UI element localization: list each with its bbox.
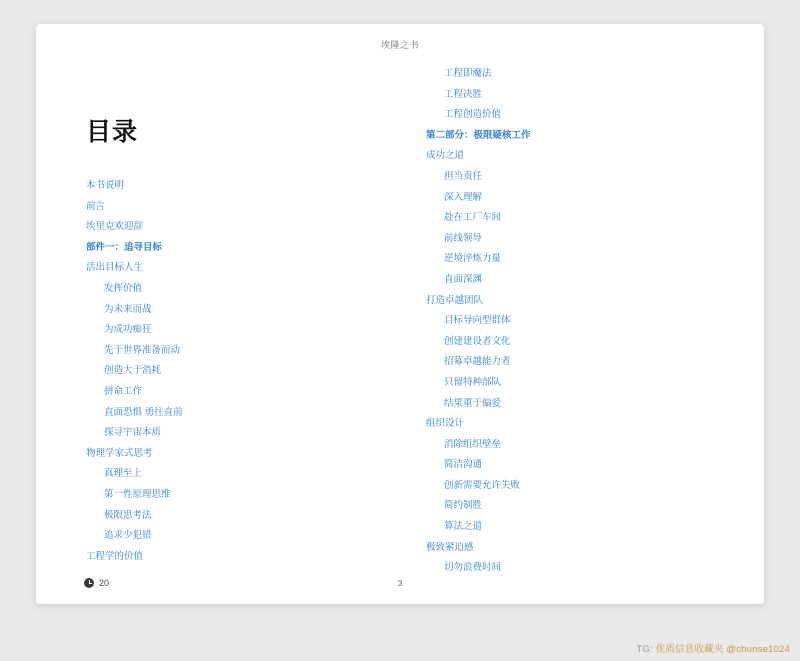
page-footer bbox=[36, 572, 764, 588]
toc-entry[interactable]: 担当责任 bbox=[444, 170, 483, 182]
toc-entry[interactable]: 物理学家式思考 bbox=[86, 447, 153, 459]
page-title: 目录 bbox=[86, 118, 139, 146]
toc-list-left bbox=[86, 176, 396, 567]
toc-entry[interactable]: 直面恐惧 勇往直前 bbox=[104, 406, 183, 418]
toc-entry[interactable]: 前言 bbox=[86, 200, 106, 212]
page-header-title: 埃隆之书 bbox=[380, 40, 419, 50]
toc-entry[interactable]: 消除组织壁垒 bbox=[444, 438, 502, 450]
toc-entry[interactable]: 第一性原理思维 bbox=[104, 488, 171, 500]
toc-entry[interactable]: 拼命工作 bbox=[104, 385, 143, 397]
toc-entry[interactable]: 结果重于偏爱 bbox=[444, 397, 502, 409]
toc-entry[interactable]: 真理至上 bbox=[104, 468, 143, 480]
toc-entry[interactable]: 打造卓越团队 bbox=[426, 294, 484, 306]
toc-entry[interactable]: 极限思考法 bbox=[104, 509, 152, 521]
toc-entry[interactable]: 为成功痴狂 bbox=[104, 324, 152, 336]
watermark bbox=[636, 641, 790, 655]
toc-entry[interactable]: 目标导向型群体 bbox=[444, 315, 511, 327]
toc-entry[interactable]: 工程决胜 bbox=[444, 88, 483, 100]
toc-entry[interactable]: 算法之道 bbox=[444, 521, 483, 533]
page-number: 3 bbox=[397, 578, 403, 588]
toc-entry[interactable]: 部件一：追寻目标 bbox=[86, 241, 163, 253]
toc-left-column bbox=[86, 64, 396, 567]
reading-time-value: 20 bbox=[99, 578, 110, 588]
toc-entry[interactable]: 简洁沟通 bbox=[444, 459, 483, 471]
toc-entry[interactable]: 只留特种部队 bbox=[444, 376, 502, 388]
toc-entry[interactable]: 组织设计 bbox=[426, 418, 465, 430]
toc-entry[interactable]: 探寻宇宙本质 bbox=[104, 427, 162, 439]
toc-entry[interactable]: 赴在工厂车间 bbox=[444, 212, 502, 224]
toc-right-column bbox=[426, 64, 736, 579]
toc-entry[interactable]: 招募卓越能力者 bbox=[444, 356, 511, 368]
watermark-accent: 优质信息收藏夹 @chunse1024 bbox=[655, 644, 790, 655]
toc-entry[interactable]: 创造大于消耗 bbox=[104, 365, 162, 377]
toc-entry[interactable]: 工程即魔法 bbox=[444, 68, 492, 79]
toc-entry[interactable]: 活出目标人生 bbox=[86, 262, 144, 274]
toc-entry[interactable]: 前线领导 bbox=[444, 232, 483, 244]
toc-entry[interactable]: 创新需要允许失败 bbox=[444, 479, 521, 491]
toc-entry[interactable]: 工程创造价值 bbox=[444, 109, 502, 121]
toc-entry[interactable]: 工程学的价值 bbox=[86, 550, 144, 562]
toc-columns bbox=[36, 64, 764, 574]
toc-entry[interactable]: 成功之道 bbox=[426, 150, 465, 162]
toc-entry[interactable]: 直面深渊 bbox=[444, 273, 483, 285]
toc-entry[interactable]: 先于世界准备而动 bbox=[104, 344, 181, 356]
toc-entry[interactable]: 埃里克欢迎辞 bbox=[86, 221, 144, 233]
toc-list-right bbox=[426, 64, 736, 579]
toc-entry[interactable]: 逆境淬炼力量 bbox=[444, 253, 502, 265]
toc-entry[interactable]: 创建建设者文化 bbox=[444, 335, 511, 347]
document-page bbox=[36, 24, 764, 604]
toc-entry[interactable]: 切勿浪费时间 bbox=[444, 562, 502, 574]
toc-entry[interactable]: 极致紧迫感 bbox=[426, 541, 474, 553]
watermark-prefix: TG: bbox=[636, 644, 653, 655]
toc-entry[interactable]: 发挥价值 bbox=[104, 282, 143, 294]
toc-entry[interactable]: 深入理解 bbox=[444, 191, 483, 203]
toc-entry[interactable]: 本书说明 bbox=[86, 180, 125, 191]
toc-entry[interactable]: 第二部分：极限疑核工作 bbox=[426, 129, 531, 141]
toc-entry[interactable]: 简约制胜 bbox=[444, 500, 483, 512]
toc-entry[interactable]: 为未来而战 bbox=[104, 303, 152, 315]
toc-entry[interactable]: 追求少犯错 bbox=[104, 530, 152, 542]
